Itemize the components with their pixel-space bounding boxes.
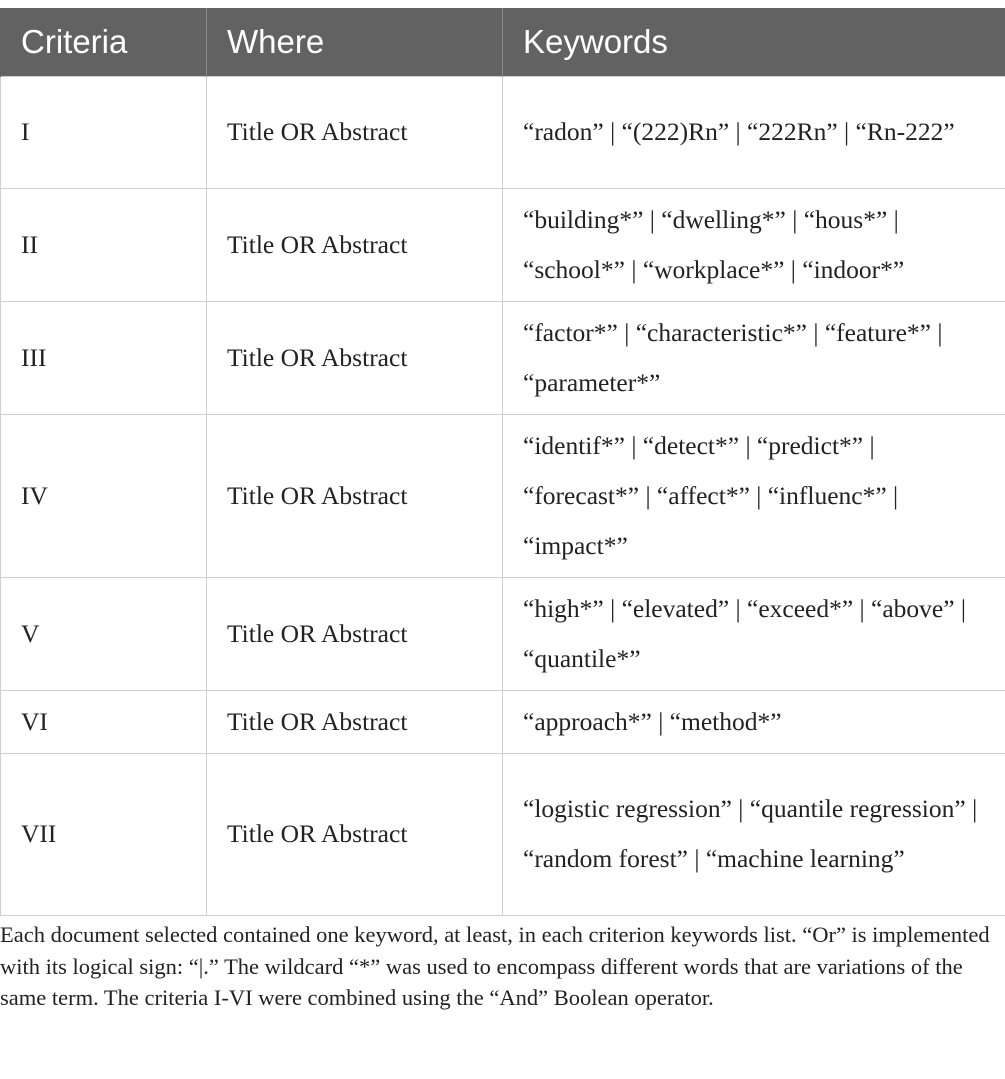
criteria-cell: V [1, 577, 207, 690]
where-cell: Title OR Abstract [207, 690, 503, 753]
criteria-cell: IV [1, 414, 207, 577]
table-body [1, 76, 1005, 915]
header-keywords: Keywords [503, 8, 1005, 76]
criteria-cell: III [1, 301, 207, 414]
table-header [1, 8, 1005, 76]
header-where: Where [207, 8, 503, 76]
criteria-cell: II [1, 188, 207, 301]
where-cell: Title OR Abstract [207, 188, 503, 301]
keywords-cell: “radon” | “(222)Rn” | “222Rn” | “Rn-222” [503, 76, 1005, 188]
criteria-cell: VI [1, 690, 207, 753]
where-cell: Title OR Abstract [207, 414, 503, 577]
table-row [1, 577, 1005, 690]
keywords-cell: “building*” | “dwelling*” | “hous*” | “school*” | “workplace*” | “indoor*” [503, 188, 1005, 301]
table-row [1, 753, 1005, 915]
criteria-table-container [0, 8, 1005, 916]
keywords-cell: “approach*” | “method*” [503, 690, 1005, 753]
table-row [1, 301, 1005, 414]
keywords-cell: “identif*” | “detect*” | “predict*” | “forecast*” | “affect*” | “influenc*” | “impact*” [503, 414, 1005, 577]
table-row [1, 76, 1005, 188]
table-footnote: Each document selected contained one keyword, at least, in each criterion keywords list. “Or” is implemented with its logical sign: “|.” The wildcard “*” was used to encompass different words that are variations of the same term. The criteria I-VI were combined using the “And” Boolean operator. [0, 922, 990, 1010]
where-cell: Title OR Abstract [207, 753, 503, 915]
criteria-cell: I [1, 76, 207, 188]
table-row [1, 690, 1005, 753]
search-criteria-table [0, 8, 1005, 916]
header-row [1, 8, 1005, 76]
table-row [1, 188, 1005, 301]
where-cell: Title OR Abstract [207, 301, 503, 414]
keywords-cell: “high*” | “elevated” | “exceed*” | “above” | “quantile*” [503, 577, 1005, 690]
where-cell: Title OR Abstract [207, 76, 503, 188]
keywords-cell: “logistic regression” | “quantile regression” | “random forest” | “machine learning” [503, 753, 1005, 915]
header-criteria: Criteria [1, 8, 207, 76]
where-cell: Title OR Abstract [207, 577, 503, 690]
table-row [1, 414, 1005, 577]
criteria-cell: VII [1, 753, 207, 915]
keywords-cell: “factor*” | “characteristic*” | “feature*” | “parameter*” [503, 301, 1005, 414]
